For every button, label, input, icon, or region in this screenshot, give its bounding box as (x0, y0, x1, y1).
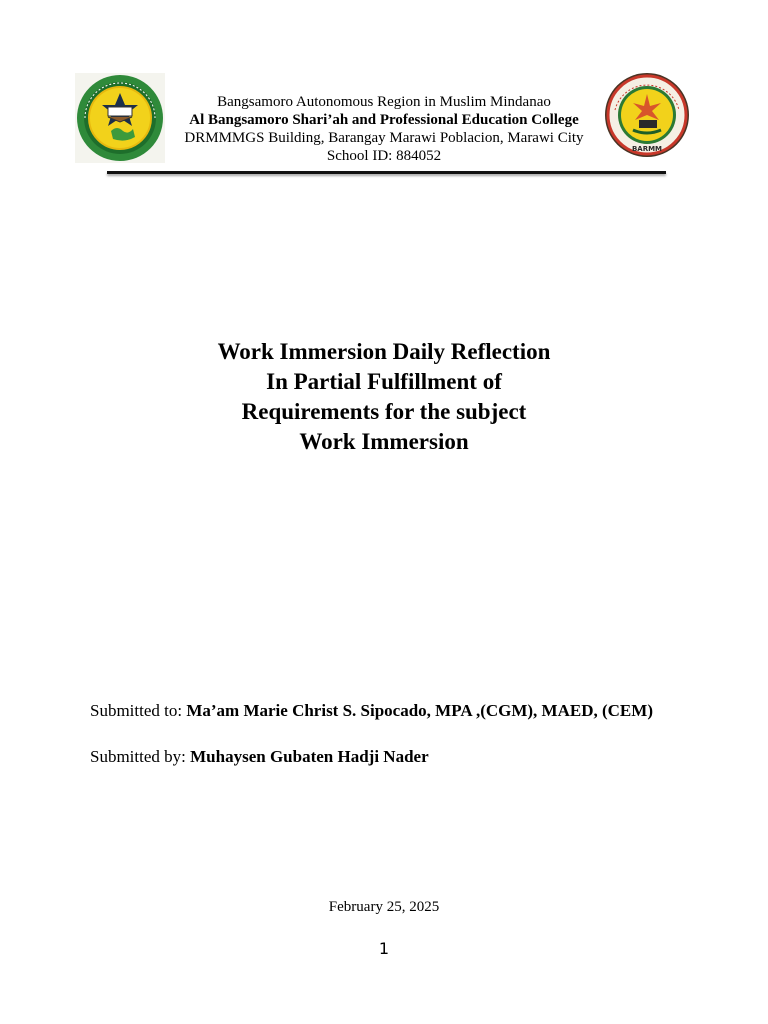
submitted-by-label: Submitted by: (90, 747, 186, 766)
submitted-to-label: Submitted to: (90, 701, 183, 720)
barmm-ministry-seal-icon (603, 70, 691, 160)
ministry-seal-logo (603, 70, 691, 160)
college-seal-icon (75, 73, 165, 163)
header-divider (107, 171, 666, 174)
school-id: School ID: 884052 (326, 148, 442, 164)
document-title (0, 337, 768, 457)
submitted-by (90, 747, 429, 767)
title-line-1: Work Immersion Daily Reflection (217, 339, 551, 364)
document-date: February 25, 2025 (328, 899, 440, 915)
submitted-to-name: Ma’am Marie Christ S. Sipocado, MPA ,(CGM), MAED, (CEM) (186, 701, 653, 720)
school-address: DRMMMGS Building, Barangay Marawi Poblacion, Marawi City (184, 130, 584, 146)
title-line-4: Work Immersion (299, 429, 469, 454)
title-line-3: Requirements for the subject (241, 399, 527, 424)
submitted-to (90, 701, 653, 721)
page-number: 1 (378, 939, 390, 958)
title-line-2: In Partial Fulfillment of (266, 369, 502, 394)
submitted-by-name: Muhaysen Gubaten Hadji Nader (190, 747, 429, 766)
region-name: Bangsamoro Autonomous Region in Muslim Mindanao (217, 94, 551, 110)
school-header (170, 93, 598, 165)
college-name: Al Bangsamoro Shari’ah and Professional Education College (189, 112, 579, 128)
barmm-seal-text: BARMM (631, 145, 663, 153)
college-seal-logo (75, 73, 165, 163)
